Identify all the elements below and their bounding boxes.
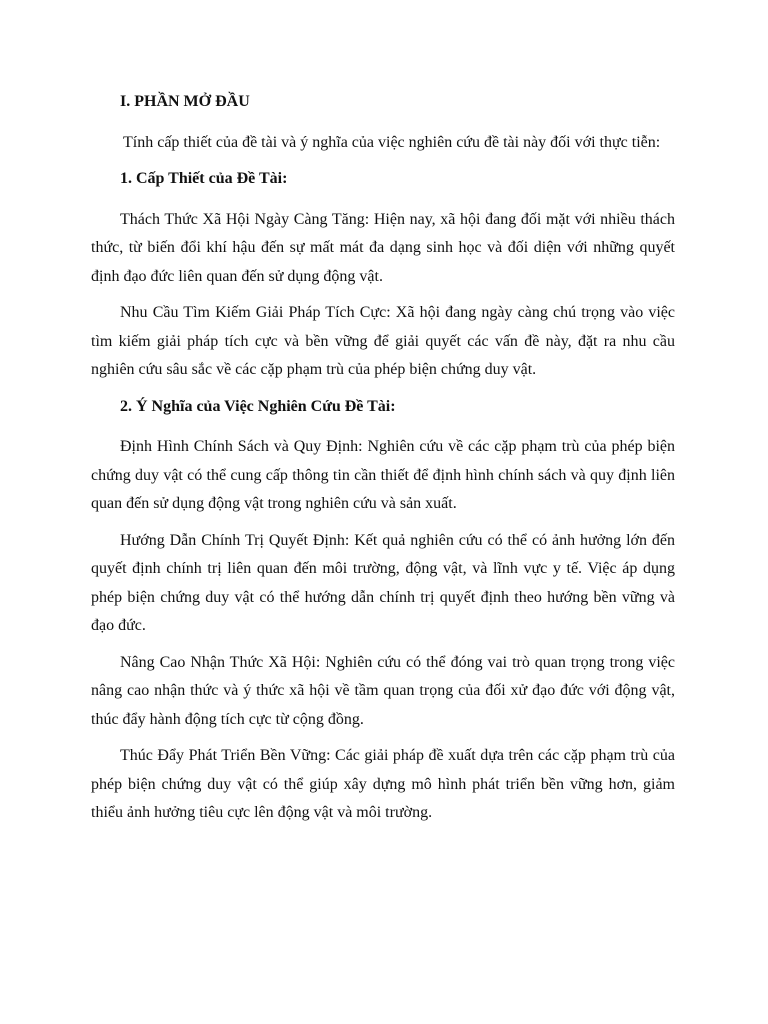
page-title: I. PHẦN MỞ ĐẦU: [120, 93, 250, 110]
section-2-paragraph-1: Định Hình Chính Sách và Quy Định: Nghiên cứu về các cặp phạm trù của phép biện chứng duy vật có thể cung cấp thông tin cần thiết để định hình chính sách và quy định liên quan đến sử dụng động vật trong nghiên cứu và sản xuất.: [91, 438, 675, 512]
section-2-paragraph-4: Thúc Đẩy Phát Triển Bền Vững: Các giải pháp đề xuất dựa trên các cặp phạm trù của phép biện chứng duy vật có thể giúp xây dựng mô hình phát triển bền vững hơn, giảm thiểu ảnh hưởng tiêu cực lên động vật và môi trường.: [91, 747, 675, 821]
section-1-paragraph-1: Thách Thức Xã Hội Ngày Càng Tăng: Hiện nay, xã hội đang đối mặt với nhiều thách thức, từ biến đổi khí hậu đến sự mất mát đa dạng sinh học và đối diện với những quyết định đạo đức liên quan đến sử dụng động vật.: [91, 210, 675, 285]
section-2-paragraph-3: Nâng Cao Nhận Thức Xã Hội: Nghiên cứu có thể đóng vai trò quan trọng trong việc nâng cao nhận thức và ý thức xã hội về tầm quan trọng của đối xử đạo đức với động vật, thúc đẩy hành động tích cực từ cộng đồng.: [91, 653, 675, 728]
section-2-heading: 2. Ý Nghĩa của Việc Nghiên Cứu Đề Tài:: [120, 397, 396, 415]
intro-paragraph: Tính cấp thiết của đề tài và ý nghĩa của việc nghiên cứu đề tài này đối với thực tiễn:: [123, 133, 661, 151]
section-2-paragraph-2: Hướng Dẫn Chính Trị Quyết Định: Kết quả nghiên cứu có thể có ảnh hưởng lớn đến quyết định chính trị liên quan đến môi trường, động vật, và lĩnh vực y tế. Việc áp dụng phép biện chứng duy vật có thể hướng dẫn chính trị quyết định theo hướng bền vững và đạo đức.: [91, 531, 675, 634]
section-1-paragraph-2: Nhu Cầu Tìm Kiếm Giải Pháp Tích Cực: Xã hội đang ngày càng chú trọng vào việc tìm kiếm giải pháp tích cực và bền vững để giải quyết các vấn đề này, đặt ra nhu cầu nghiên cứu sâu sắc về các cặp phạm trù của phép biện chứng duy vật.: [91, 304, 675, 378]
document-page: [91, 88, 675, 836]
section-1-heading: 1. Cấp Thiết của Đề Tài:: [120, 170, 288, 187]
